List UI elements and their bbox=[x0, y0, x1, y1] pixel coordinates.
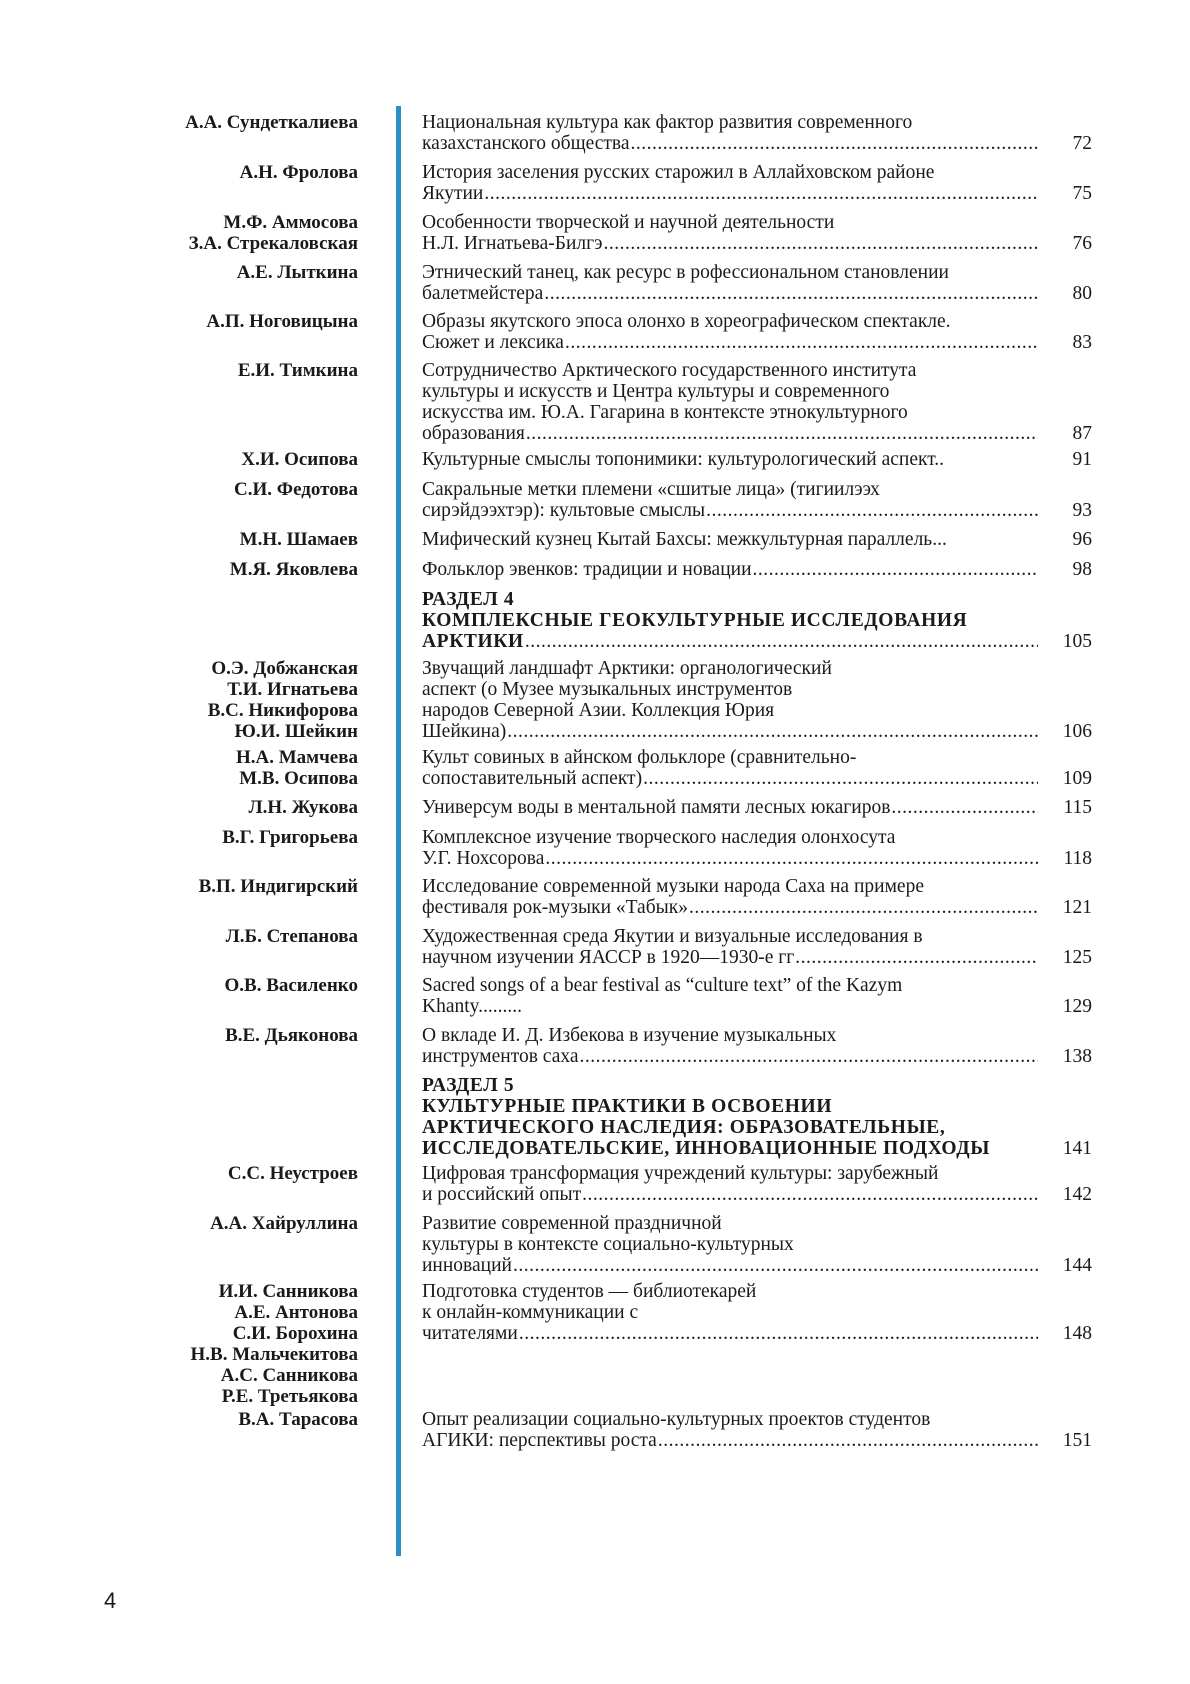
author-name: И.И. Санникова bbox=[218, 1281, 358, 1302]
entry-title bbox=[422, 529, 1042, 550]
dot-leader bbox=[519, 1323, 1038, 1344]
title-line: Сотрудничество Арктического государственного института bbox=[422, 360, 917, 381]
entry-authors bbox=[100, 747, 358, 789]
author-name: А.Е. Лыткина bbox=[236, 262, 358, 283]
entry-page-number: 151 bbox=[1062, 1430, 1092, 1451]
dot-leader bbox=[507, 721, 1038, 742]
dot-leader bbox=[706, 500, 1038, 521]
author-name: Л.Н. Жукова bbox=[248, 797, 358, 818]
page-number: 4 bbox=[104, 1588, 117, 1613]
dot-leader bbox=[891, 797, 1038, 818]
entry-title bbox=[422, 559, 1042, 580]
title-line: сирэйдээхтэр): культовые смыслы bbox=[422, 500, 706, 521]
author-name: В.Г. Григорьева bbox=[222, 827, 358, 848]
title-line: Культурные смыслы топонимики: культурологический аспект.. bbox=[422, 449, 945, 470]
accent-vertical-rule bbox=[396, 106, 401, 1556]
dot-leader bbox=[795, 947, 1038, 968]
title-last-line bbox=[422, 529, 1042, 550]
title-last-line bbox=[422, 423, 1042, 444]
author-name: Л.Б. Степанова bbox=[225, 926, 358, 947]
entry-authors bbox=[100, 479, 358, 500]
title-line: Художественная среда Якутии и визуальные исследования в bbox=[422, 926, 923, 947]
entry-page-number: 105 bbox=[1062, 631, 1092, 652]
author-name: З.А. Стрекаловская bbox=[188, 233, 358, 254]
title-line: Шейкина) bbox=[422, 721, 507, 742]
title-last-line bbox=[422, 449, 1042, 470]
title-line: История заселения русских старожил в Аллайховском районе bbox=[422, 162, 935, 183]
title-line: АРКТИЧЕСКОГО НАСЛЕДИЯ: ОБРАЗОВАТЕЛЬНЫЕ, bbox=[422, 1117, 946, 1138]
dot-leader bbox=[525, 631, 1038, 652]
author-name: М.В. Осипова bbox=[239, 768, 358, 789]
title-last-line bbox=[422, 848, 1042, 869]
entry-authors bbox=[100, 1163, 358, 1184]
title-last-line bbox=[422, 1255, 1042, 1276]
title-line: Сакральные метки племени «сшитые лица» (тигиилээх bbox=[422, 479, 880, 500]
author-name: А.А. Хайруллина bbox=[210, 1213, 358, 1234]
author-name: С.С. Неустроев bbox=[227, 1163, 358, 1184]
title-last-line bbox=[422, 721, 1042, 742]
title-last-line bbox=[422, 1184, 1042, 1205]
entry-title bbox=[422, 112, 1042, 154]
title-line: КУЛЬТУРНЫЕ ПРАКТИКИ В ОСВОЕНИИ bbox=[422, 1096, 833, 1117]
dot-leader bbox=[526, 423, 1038, 444]
author-name: М.Я. Яковлева bbox=[229, 559, 358, 580]
title-line: аспект (о Музее музыкальных инструментов bbox=[422, 679, 793, 700]
entry-authors bbox=[100, 449, 358, 470]
entry-page-number: 138 bbox=[1062, 1046, 1092, 1067]
title-line: Опыт реализации социально-культурных проектов студентов bbox=[422, 1409, 931, 1430]
title-line: Фольклор эвенков: традиции и новации bbox=[422, 559, 752, 580]
entry-title bbox=[422, 827, 1042, 869]
title-line: Sacred songs of a bear festival as “culture text” of the Kazym bbox=[422, 975, 903, 996]
title-line: О вкладе И. Д. Избекова в изучение музыкальных bbox=[422, 1025, 837, 1046]
dot-leader bbox=[604, 233, 1039, 254]
entry-title bbox=[422, 658, 1042, 742]
title-line: РАЗДЕЛ 4 bbox=[422, 589, 515, 610]
entry-title bbox=[422, 360, 1042, 444]
entry-page-number: 91 bbox=[1072, 449, 1092, 470]
title-line: культуры в контексте социально-культурных bbox=[422, 1234, 794, 1255]
entry-page-number: 87 bbox=[1072, 423, 1092, 444]
title-line: культуры и искусств и Центра культуры и современного bbox=[422, 381, 890, 402]
author-name: Ю.И. Шейкин bbox=[234, 721, 358, 742]
entry-page-number: 80 bbox=[1072, 283, 1092, 304]
entry-authors bbox=[100, 360, 358, 381]
title-line: РАЗДЕЛ 5 bbox=[422, 1075, 515, 1096]
entry-title bbox=[422, 589, 1042, 652]
title-line: Звучащий ландшафт Арктики: органологический bbox=[422, 658, 832, 679]
title-line: Культ совиных в айнском фольклоре (сравнительно- bbox=[422, 747, 857, 768]
title-line: ИССЛЕДОВАТЕЛЬСКИЕ, ИННОВАЦИОННЫЕ ПОДХОДЫ bbox=[422, 1138, 990, 1159]
entry-title bbox=[422, 876, 1042, 918]
title-last-line bbox=[422, 947, 1042, 968]
title-line: инструментов саха bbox=[422, 1046, 579, 1067]
entry-page-number: 118 bbox=[1063, 848, 1092, 869]
dot-leader bbox=[513, 1255, 1038, 1276]
entry-title bbox=[422, 975, 1042, 1017]
entry-authors bbox=[100, 212, 358, 254]
author-name: О.Э. Добжанская bbox=[211, 658, 358, 679]
entry-title bbox=[422, 747, 1042, 789]
title-line: Сюжет и лексика bbox=[422, 332, 564, 353]
entry-title bbox=[422, 1281, 1042, 1344]
title-line: Развитие современной праздничной bbox=[422, 1213, 722, 1234]
dot-leader bbox=[565, 332, 1038, 353]
title-last-line bbox=[422, 133, 1042, 154]
author-name: О.В. Василенко bbox=[224, 975, 358, 996]
entry-page-number: 106 bbox=[1062, 721, 1092, 742]
title-line: Комплексное изучение творческого наследия олонхосута bbox=[422, 827, 896, 848]
title-last-line bbox=[422, 183, 1042, 204]
entry-title bbox=[422, 212, 1042, 254]
entry-page-number: 125 bbox=[1062, 947, 1092, 968]
entry-authors bbox=[100, 162, 358, 183]
title-last-line bbox=[422, 797, 1042, 818]
author-name: М.Н. Шамаев bbox=[239, 529, 358, 550]
author-name: В.А. Тарасова bbox=[238, 1409, 358, 1430]
title-last-line bbox=[422, 1046, 1042, 1067]
author-name: А.С. Санникова bbox=[220, 1365, 358, 1386]
title-line: научном изучении ЯАССР в 1920—1930-е гг bbox=[422, 947, 795, 968]
title-last-line bbox=[422, 1323, 1042, 1344]
title-line: Цифровая трансформация учреждений культуры: зарубежный bbox=[422, 1163, 939, 1184]
entry-title bbox=[422, 1075, 1042, 1159]
entry-page-number: 141 bbox=[1062, 1138, 1092, 1159]
entry-authors bbox=[100, 1025, 358, 1046]
author-name: В.П. Индигирский bbox=[198, 876, 358, 897]
author-name: А.Е. Антонова bbox=[234, 1302, 358, 1323]
title-last-line bbox=[422, 1138, 1042, 1159]
entry-title bbox=[422, 449, 1042, 470]
entry-authors bbox=[100, 1409, 358, 1430]
title-line: Якутии bbox=[422, 183, 484, 204]
title-line: Подготовка студентов — библиотекарей bbox=[422, 1281, 757, 1302]
author-name: С.И. Федотова bbox=[234, 479, 358, 500]
title-last-line bbox=[422, 283, 1042, 304]
entry-page-number: 98 bbox=[1072, 559, 1092, 580]
title-line: Универсум воды в ментальной памяти лесных юкагиров bbox=[422, 797, 891, 818]
title-line: сопоставительный аспект) bbox=[422, 768, 643, 789]
entry-authors bbox=[100, 1213, 358, 1234]
entry-page-number: 93 bbox=[1072, 500, 1092, 521]
title-last-line bbox=[422, 897, 1042, 918]
title-line: АГИКИ: перспективы роста bbox=[422, 1430, 657, 1451]
title-line: Н.Л. Игнатьева-Билгэ bbox=[422, 233, 603, 254]
entry-title bbox=[422, 262, 1042, 304]
entry-title bbox=[422, 1163, 1042, 1205]
entry-page-number: 115 bbox=[1063, 797, 1092, 818]
dot-leader bbox=[643, 768, 1038, 789]
title-last-line bbox=[422, 500, 1042, 521]
author-name: М.Ф. Аммосова bbox=[223, 212, 358, 233]
entry-authors bbox=[100, 529, 358, 550]
entry-authors bbox=[100, 262, 358, 283]
title-line: Исследование современной музыки народа Саха на примере bbox=[422, 876, 924, 897]
title-line: балетмейстера bbox=[422, 283, 544, 304]
author-name: Н.В. Мальчекитова bbox=[190, 1344, 358, 1365]
entry-page-number: 148 bbox=[1062, 1323, 1092, 1344]
author-name: Н.А. Мамчева bbox=[235, 747, 358, 768]
dot-leader bbox=[753, 559, 1038, 580]
author-name: Р.Е. Третьякова bbox=[221, 1386, 358, 1407]
entry-authors bbox=[100, 112, 358, 133]
title-last-line bbox=[422, 631, 1042, 652]
entry-title bbox=[422, 926, 1042, 968]
title-line: образования bbox=[422, 423, 525, 444]
entry-page-number: 109 bbox=[1062, 768, 1092, 789]
dot-leader bbox=[658, 1430, 1038, 1451]
title-last-line bbox=[422, 1430, 1042, 1451]
entry-authors bbox=[100, 975, 358, 996]
title-line: к онлайн-коммуникации с bbox=[422, 1302, 639, 1323]
title-line: фестиваля рок-музыки «Табык» bbox=[422, 897, 688, 918]
author-name: Е.И. Тимкина bbox=[237, 360, 358, 381]
entry-authors bbox=[100, 311, 358, 332]
title-line: читателями bbox=[422, 1323, 518, 1344]
title-line: Этнический танец, как ресурс в рофессиональном становлении bbox=[422, 262, 949, 283]
title-line: АРКТИКИ bbox=[422, 631, 524, 652]
entry-title bbox=[422, 797, 1042, 818]
entry-title bbox=[422, 311, 1042, 353]
author-name: А.Н. Фролова bbox=[239, 162, 358, 183]
entry-page-number: 142 bbox=[1062, 1184, 1092, 1205]
title-line: народов Северной Азии. Коллекция Юрия bbox=[422, 700, 775, 721]
title-line: У.Г. Нохсорова bbox=[422, 848, 545, 869]
title-last-line bbox=[422, 559, 1042, 580]
entry-page-number: 83 bbox=[1072, 332, 1092, 353]
title-last-line bbox=[422, 768, 1042, 789]
title-line: Образы якутского эпоса олонхо в хореографическом спектакле. bbox=[422, 311, 951, 332]
entry-authors bbox=[100, 559, 358, 580]
title-line: Национальная культура как фактор развития современного bbox=[422, 112, 913, 133]
entry-page-number: 96 bbox=[1072, 529, 1092, 550]
entry-title bbox=[422, 162, 1042, 204]
dot-leader bbox=[580, 1046, 1039, 1067]
author-name: С.И. Борохина bbox=[232, 1323, 358, 1344]
title-line: и российский опыт bbox=[422, 1184, 582, 1205]
author-name: Т.И. Игнатьева bbox=[227, 679, 358, 700]
entry-authors bbox=[100, 658, 358, 742]
dot-leader bbox=[484, 183, 1038, 204]
entry-page-number: 76 bbox=[1072, 233, 1092, 254]
entry-page-number: 121 bbox=[1062, 897, 1092, 918]
author-name: В.Е. Дьяконова bbox=[225, 1025, 358, 1046]
dot-leader bbox=[545, 848, 1038, 869]
entry-authors bbox=[100, 876, 358, 897]
dot-leader bbox=[631, 133, 1038, 154]
title-line: Khanty......... bbox=[422, 996, 523, 1017]
title-line: инноваций bbox=[422, 1255, 512, 1276]
dot-leader bbox=[689, 897, 1038, 918]
author-name: А.А. Сундеткалиева bbox=[185, 112, 358, 133]
entry-title bbox=[422, 1213, 1042, 1276]
entry-authors bbox=[100, 926, 358, 947]
author-name: Х.И. Осипова bbox=[241, 449, 358, 470]
entry-page-number: 75 bbox=[1072, 183, 1092, 204]
author-name: В.С. Никифорова bbox=[207, 700, 358, 721]
entry-page-number: 129 bbox=[1062, 996, 1092, 1017]
dot-leader bbox=[544, 283, 1038, 304]
title-last-line bbox=[422, 332, 1042, 353]
title-line: Мифический кузнец Кытай Бахсы: межкультурная параллель... bbox=[422, 529, 947, 550]
dot-leader bbox=[582, 1184, 1038, 1205]
entry-title bbox=[422, 1025, 1042, 1067]
entry-title bbox=[422, 1409, 1042, 1451]
entry-authors bbox=[100, 1281, 358, 1407]
entry-authors bbox=[100, 797, 358, 818]
entry-authors bbox=[100, 827, 358, 848]
entry-page-number: 72 bbox=[1072, 133, 1092, 154]
title-last-line bbox=[422, 233, 1042, 254]
entry-title bbox=[422, 479, 1042, 521]
title-line: искусства им. Ю.А. Гагарина в контексте этнокультурного bbox=[422, 402, 908, 423]
title-line: Особенности творческой и научной деятельности bbox=[422, 212, 835, 233]
author-name: А.П. Ноговицына bbox=[206, 311, 358, 332]
title-line: казахстанского общества bbox=[422, 133, 630, 154]
title-last-line bbox=[422, 996, 1042, 1017]
entry-page-number: 144 bbox=[1062, 1255, 1092, 1276]
title-line: КОМПЛЕКСНЫЕ ГЕОКУЛЬТУРНЫЕ ИССЛЕДОВАНИЯ bbox=[422, 610, 968, 631]
